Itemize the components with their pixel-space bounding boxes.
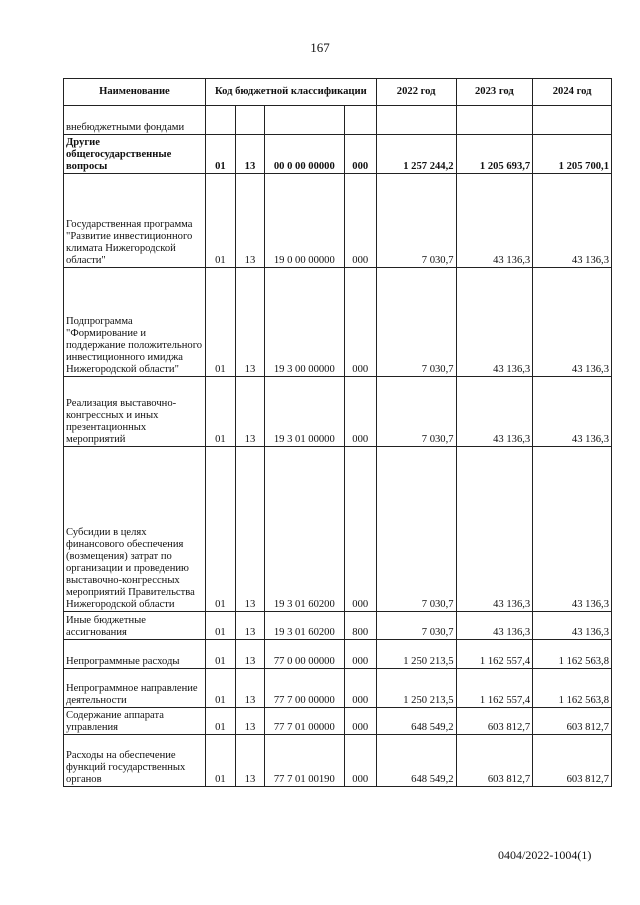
table-row: [64, 106, 612, 135]
value-2023: 1 162 557,4: [456, 640, 533, 669]
code-section: 01: [205, 377, 235, 447]
code-expense-type: [344, 106, 376, 135]
code-expense-type: 800: [344, 612, 376, 640]
code-target: 00 0 00 00000: [264, 135, 344, 174]
value-2024: 43 136,3: [533, 447, 612, 612]
document-code: 0404/2022-1004(1): [498, 848, 592, 862]
row-name: Государственная программа "Развитие инвестиционного климата Нижегородской области": [64, 174, 206, 268]
value-2022: [376, 106, 456, 135]
value-2022: 7 030,7: [376, 612, 456, 640]
header-name: Наименование: [64, 79, 206, 106]
code-subsection: 13: [235, 669, 264, 708]
table-row: [64, 708, 612, 735]
value-2022: 7 030,7: [376, 174, 456, 268]
header-2022: 2022 год: [376, 79, 456, 106]
code-expense-type: 000: [344, 135, 376, 174]
code-expense-type: 000: [344, 669, 376, 708]
code-section: 01: [205, 268, 235, 377]
code-target: 77 0 00 00000: [264, 640, 344, 669]
code-target: 77 7 01 00000: [264, 708, 344, 735]
code-section: 01: [205, 174, 235, 268]
code-subsection: 13: [235, 612, 264, 640]
code-section: 01: [205, 735, 235, 787]
code-subsection: 13: [235, 735, 264, 787]
value-2024: 43 136,3: [533, 612, 612, 640]
code-section: 01: [205, 612, 235, 640]
row-name: внебюджетными фондами: [64, 106, 206, 135]
value-2024: 43 136,3: [533, 377, 612, 447]
value-2022: 648 549,2: [376, 708, 456, 735]
code-subsection: 13: [235, 447, 264, 612]
value-2023: 43 136,3: [456, 447, 533, 612]
code-expense-type: 000: [344, 377, 376, 447]
value-2022: 1 257 244,2: [376, 135, 456, 174]
code-expense-type: 000: [344, 708, 376, 735]
code-subsection: 13: [235, 135, 264, 174]
value-2024: 603 812,7: [533, 708, 612, 735]
row-name: Другие общегосударственные вопросы: [64, 135, 206, 174]
table-header-row: [64, 79, 612, 106]
code-section: 01: [205, 708, 235, 735]
header-2023: 2023 год: [456, 79, 533, 106]
code-subsection: 13: [235, 708, 264, 735]
code-expense-type: 000: [344, 640, 376, 669]
header-2024: 2024 год: [533, 79, 612, 106]
code-subsection: [235, 106, 264, 135]
value-2022: 7 030,7: [376, 268, 456, 377]
row-name: Непрограммные расходы: [64, 640, 206, 669]
row-name: Подпрограмма "Формирование и поддержание положительного инвестиционного имиджа Нижегородской области": [64, 268, 206, 377]
code-section: 01: [205, 640, 235, 669]
value-2024: 1 205 700,1: [533, 135, 612, 174]
code-target: 77 7 01 00190: [264, 735, 344, 787]
value-2023: 603 812,7: [456, 708, 533, 735]
value-2024: 603 812,7: [533, 735, 612, 787]
code-target: [264, 106, 344, 135]
page-number: 167: [310, 40, 330, 55]
table-row: [64, 735, 612, 787]
code-subsection: 13: [235, 174, 264, 268]
value-2024: [533, 106, 612, 135]
table-row: [64, 268, 612, 377]
value-2022: 1 250 213,5: [376, 640, 456, 669]
value-2023: 1 162 557,4: [456, 669, 533, 708]
value-2022: 7 030,7: [376, 377, 456, 447]
code-section: 01: [205, 447, 235, 612]
row-name: Реализация выставочно-конгрессных и иных презентационных мероприятий: [64, 377, 206, 447]
row-name: Расходы на обеспечение функций государственных органов: [64, 735, 206, 787]
value-2023: 43 136,3: [456, 174, 533, 268]
value-2024: 1 162 563,8: [533, 669, 612, 708]
code-expense-type: 000: [344, 174, 376, 268]
code-subsection: 13: [235, 377, 264, 447]
code-section: 01: [205, 135, 235, 174]
code-target: 19 3 01 60200: [264, 447, 344, 612]
value-2022: 7 030,7: [376, 447, 456, 612]
table-row: [64, 174, 612, 268]
code-target: 77 7 00 00000: [264, 669, 344, 708]
value-2024: 43 136,3: [533, 268, 612, 377]
table-row: [64, 612, 612, 640]
table-row: [64, 640, 612, 669]
table-row: [64, 135, 612, 174]
table-row: [64, 447, 612, 612]
row-name: Непрограммное направление деятельности: [64, 669, 206, 708]
code-target: 19 3 00 00000: [264, 268, 344, 377]
value-2024: 1 162 563,8: [533, 640, 612, 669]
value-2023: [456, 106, 533, 135]
code-target: 19 0 00 00000: [264, 174, 344, 268]
value-2023: 43 136,3: [456, 377, 533, 447]
code-subsection: 13: [235, 268, 264, 377]
value-2024: 43 136,3: [533, 174, 612, 268]
table-row: [64, 669, 612, 708]
code-expense-type: 000: [344, 268, 376, 377]
code-expense-type: 000: [344, 447, 376, 612]
code-section: [205, 106, 235, 135]
table-row: [64, 377, 612, 447]
budget-table: [63, 78, 612, 787]
code-target: 19 3 01 00000: [264, 377, 344, 447]
code-target: 19 3 01 60200: [264, 612, 344, 640]
value-2023: 603 812,7: [456, 735, 533, 787]
header-code: Код бюджетной классификации: [205, 79, 376, 106]
row-name: Иные бюджетные ассигнования: [64, 612, 206, 640]
value-2022: 1 250 213,5: [376, 669, 456, 708]
value-2022: 648 549,2: [376, 735, 456, 787]
value-2023: 43 136,3: [456, 268, 533, 377]
row-name: Субсидии в целях финансового обеспечения (возмещения) затрат по организации и проведению выставочно-конгрессных мероприятий Правительства Нижегородской области: [64, 447, 206, 612]
table-body: [64, 106, 612, 787]
value-2023: 1 205 693,7: [456, 135, 533, 174]
code-subsection: 13: [235, 640, 264, 669]
row-name: Содержание аппарата управления: [64, 708, 206, 735]
code-expense-type: 000: [344, 735, 376, 787]
value-2023: 43 136,3: [456, 612, 533, 640]
code-section: 01: [205, 669, 235, 708]
